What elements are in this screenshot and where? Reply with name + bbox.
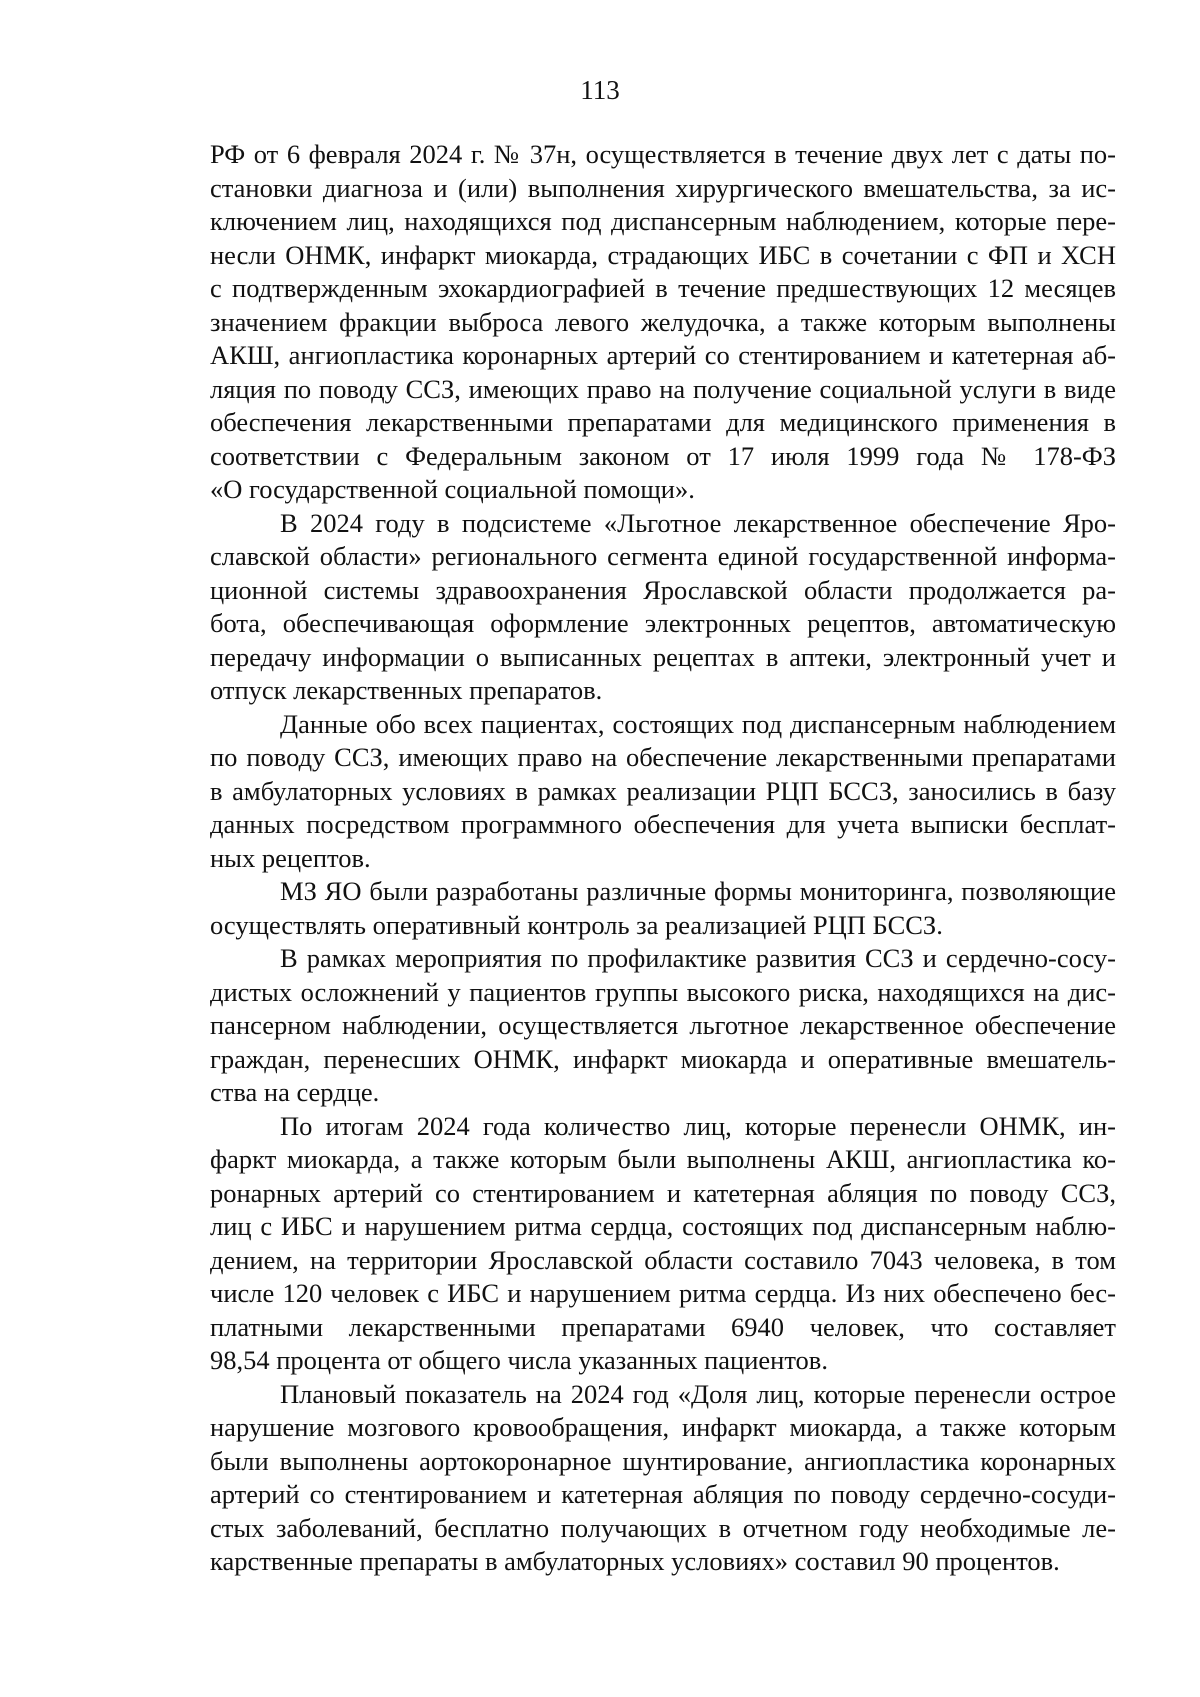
text-line: карственные препараты в амбулаторных условиях» составил 90 процентов. xyxy=(210,1546,1060,1576)
text-line: несли ОНМК, инфаркт миокарда, страдающих ИБС в сочетании с ФП и ХСН xyxy=(210,239,1116,270)
text-line: ронарных артерий со стентированием и катетерная абляция по поводу ССЗ, xyxy=(210,1177,1116,1208)
text-line: ключением лиц, находящихся под диспансерным наблюдением, которые пере- xyxy=(210,206,1116,236)
text-line: данных посредством программного обеспечения для учета выписки бесплат- xyxy=(210,809,1116,839)
text-line: ных рецептов. xyxy=(210,842,371,873)
text-line: По итогам 2024 года количество лиц, которые перенесли ОНМК, ин- xyxy=(280,1110,1116,1141)
text-line: платными лекарственными препаратами 6940 человек, что составляет xyxy=(210,1311,1116,1342)
text-line: АКШ, ангиопластика коронарных артерий со стентированием и катетерная аб- xyxy=(210,340,1116,370)
text-line: В рамках мероприятия по профилактике развития ССЗ и сердечно-сосу- xyxy=(280,943,1116,973)
paragraph xyxy=(210,138,1116,507)
page-number: 113 xyxy=(580,75,620,105)
text-line: ства на сердце. xyxy=(210,1077,380,1107)
text-line: стых заболеваний, бесплатно получающих в отчетном году необходимые ле- xyxy=(210,1512,1116,1543)
text-line: значением фракции выброса левого желудочка, а также которым выполнены xyxy=(210,306,1116,337)
text-line: обеспечения лекарственными препаратами для медицинского применения в xyxy=(210,407,1116,437)
text-line: дистых осложнений у пациентов группы высокого риска, находящихся на дис- xyxy=(210,976,1116,1007)
text-line: дением, на территории Ярославской области составило 7043 человека, в том xyxy=(210,1244,1116,1275)
text-line: осуществлять оперативный контроль за реализацией РЦП БССЗ. xyxy=(210,909,943,940)
document-body xyxy=(210,138,1116,1579)
text-line: РФ от 6 февраля 2024 г. № 37н, осуществляется в течение двух лет с даты по- xyxy=(210,139,1116,169)
text-line: с подтвержденным эхокардиографией в течение предшествующих 12 месяцев xyxy=(210,273,1116,303)
text-line: Плановый показатель на 2024 год «Доля лиц, которые перенесли острое xyxy=(280,1378,1116,1409)
text-line: по поводу ССЗ, имеющих право на обеспечение лекарственными препаратами xyxy=(210,742,1116,772)
text-line: славской области» регионального сегмента единой государственной информа- xyxy=(210,541,1116,571)
text-line: «О государственной социальной помощи». xyxy=(210,474,695,504)
text-line: ляция по поводу ССЗ, имеющих право на получение социальной услуги в виде xyxy=(210,373,1116,404)
text-line: передачу информации о выписанных рецептах в аптеки, электронный учет и xyxy=(210,641,1116,672)
text-line: В 2024 году в подсистеме «Льготное лекарственное обеспечение Яро- xyxy=(280,507,1116,538)
paragraph xyxy=(210,1110,1116,1378)
paragraph xyxy=(210,708,1116,876)
text-line: ционной системы здравоохранения Ярославской области продолжается ра- xyxy=(210,574,1116,605)
text-line: бота, обеспечивающая оформление электронных рецептов, автоматическую xyxy=(210,608,1116,638)
paragraph xyxy=(210,875,1116,942)
text-line: отпуск лекарственных препаратов. xyxy=(210,675,603,705)
text-line: числе 120 человек с ИБС и нарушением ритма сердца. Из них обеспечено бес- xyxy=(210,1278,1116,1308)
text-line: становки диагноза и (или) выполнения хирургического вмешательства, за ис- xyxy=(210,172,1116,203)
text-line: нарушение мозгового кровообращения, инфаркт миокарда, а также которым xyxy=(210,1412,1116,1442)
text-line: лиц с ИБС и нарушением ритма сердца, состоящих под диспансерным наблю- xyxy=(210,1211,1116,1241)
text-line: фаркт миокарда, а также которым были выполнены АКШ, ангиопластика ко- xyxy=(210,1144,1116,1174)
paragraph xyxy=(210,507,1116,708)
text-line: Данные обо всех пациентах, состоящих под диспансерным наблюдением xyxy=(280,708,1116,739)
text-line: были выполнены аортокоронарное шунтирование, ангиопластика коронарных xyxy=(210,1445,1116,1476)
text-line: соответствии с Федеральным законом от 17 июля 1999 года № 178-ФЗ xyxy=(210,440,1116,471)
text-line: 98,54 процента от общего числа указанных пациентов. xyxy=(210,1345,828,1375)
paragraph xyxy=(210,942,1116,1110)
text-line: МЗ ЯО были разработаны различные формы мониторинга, позволяющие xyxy=(280,876,1116,906)
text-line: в амбулаторных условиях в рамках реализации РЦП БССЗ, заносились в базу xyxy=(210,775,1116,806)
text-line: пансерном наблюдении, осуществляется льготное лекарственное обеспечение xyxy=(210,1010,1116,1040)
text-line: артерий со стентированием и катетерная абляция по поводу сердечно-сосуди- xyxy=(210,1479,1116,1509)
text-line: граждан, перенесших ОНМК, инфаркт миокарда и оперативные вмешатель- xyxy=(210,1043,1116,1074)
paragraph xyxy=(210,1378,1116,1579)
